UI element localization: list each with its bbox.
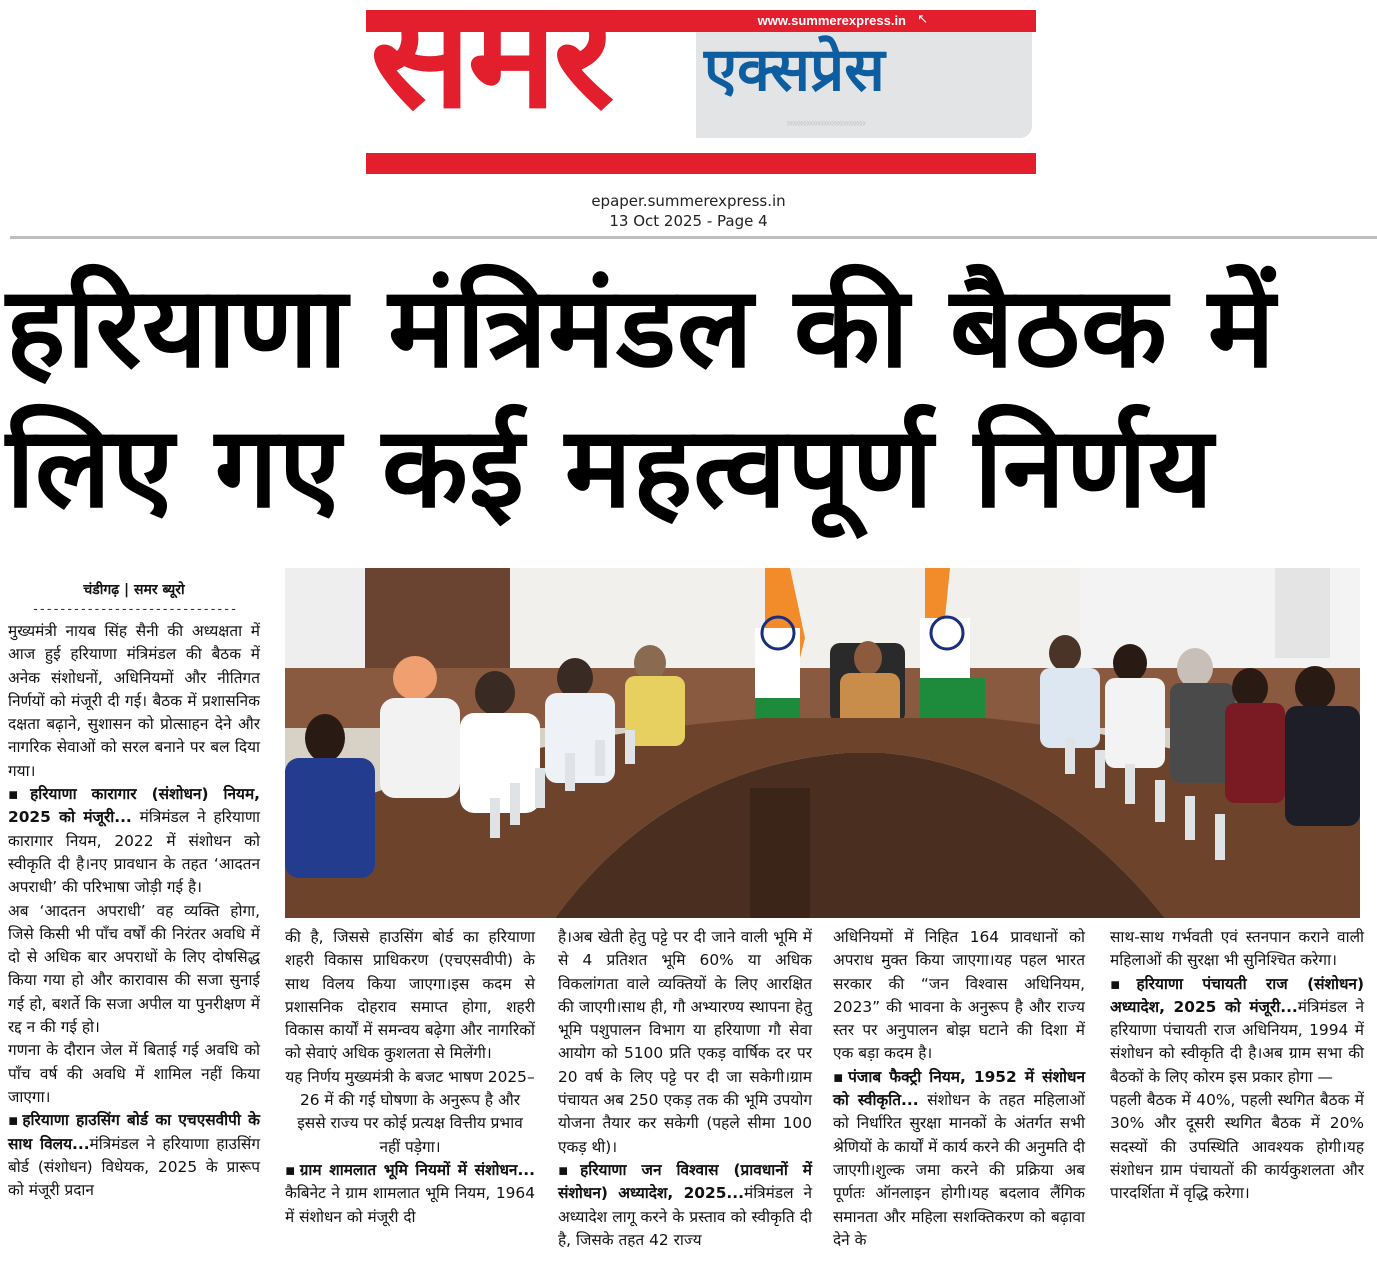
news-item-housing-board — [8, 1109, 260, 1202]
headline-line-2: लिए गए कई महत्वपूर्ण निर्णय — [6, 403, 1214, 533]
news-item-body: कैबिनेट ने ग्राम शामलात भूमि नियम, 1964 में संशोधन को मंजूरी दी — [285, 1184, 535, 1226]
epaper-site: epaper.summerexpress.in — [591, 192, 786, 210]
news-item-heading: ▪ हरियाणा कारागार (संशोधन) नियम, 2025 को मंजूरी... — [8, 785, 260, 826]
photo-illustration — [285, 568, 1360, 918]
header-divider — [10, 236, 1377, 239]
news-item-shamlat-land — [285, 1159, 535, 1229]
news-item-panchayati-raj — [1110, 973, 1364, 1089]
masthead-logo — [366, 0, 1036, 174]
website-url[interactable]: www.summerexpress.in — [757, 13, 906, 28]
news-item-body: संशोधन के तहत महिलाओं को निर्धारित सुरक्षा मानकों के अंतर्गत सभी श्रेणियों के कार्यों में कार्य करने की अनुमति दी जाएगी।शुल्क जमा करने की प्रक्रिया अब पूर्णतः ऑनलाइन होगी।यह बदलाव लैंगिक समानता और महिला सशक्तिकरण को बढ़ावा देने के — [833, 1091, 1085, 1249]
edition-date-page: 13 Oct 2025 - Page 4 — [609, 212, 768, 230]
news-item-heading: ▪ हरियाणा पंचायती राज (संशोधन) अध्यादेश, 2025 को मंजूरी... — [1110, 975, 1364, 1016]
news-item-jan-vishwas — [558, 1159, 812, 1252]
photo-cm-head — [854, 641, 882, 675]
article-paragraph: साथ-साथ गर्भवती एवं स्तनपान कराने वाली महिलाओं की सुरक्षा भी सुनिश्चित करेगा। — [1110, 928, 1364, 970]
logo-samar: समर — [370, 0, 611, 142]
news-item-body: मंत्रिमंडल ने हरियाणा हाउसिंग बोर्ड (संशोधन) विधेयक, 2025 के प्रारूप को मंजूरी प्रदान — [8, 1134, 260, 1200]
chevron-pattern-icon: ›››››››››››››››››››››››››››› — [786, 116, 865, 130]
photo-window-left — [285, 568, 365, 668]
article-column-3 — [558, 926, 812, 1252]
news-item-factory-rules — [833, 1066, 1085, 1252]
news-item-body: मंत्रिमंडल ने हरियाणा पंचायती राज अधिनियम, 1994 में संशोधन को स्वीकृति दी है।अब ग्राम सभा की बैठकों के लिए कोरम इस प्रकार होगा — — [1110, 997, 1364, 1086]
logo-express: एक्सप्रेस — [704, 35, 885, 105]
headline — [6, 258, 1376, 538]
headline-line-1: हरियाणा मंत्रिमंडल की बैठक में — [6, 263, 1276, 393]
photo-stool — [750, 788, 810, 918]
article-intro: मुख्यमंत्री नायब सिंह सैनी की अध्यक्षता में आज हुई हरियाणा मंत्रिमंडल की बैठक में अनेक संशोधनों, अधिनियमों और नीतिगत निर्णयों को मंजूरी दी गई। बैठक में प्रशासनिक दक्षता बढ़ाने, सुशासन को प्रोत्साहन देने और नागरिक सेवाओं को सरल बनाने पर बल दिया गया। — [8, 622, 260, 780]
article-paragraph: अधिनियमों में निहित 164 प्रावधानों को अपराध मुक्त किया जाएगा।यह पहल भारत सरकार की “जन विश्वास अधिनियम, 2023” की भावना के अनुरूप है और राज्य स्तर पर अनुपालन बोझ घटाने की दिशा में एक बड़ा कदम है। — [833, 928, 1085, 1063]
article-column-1 — [8, 580, 260, 1202]
logo-bottom-bar — [366, 153, 1036, 174]
news-item-heading: ▪ पंजाब फैक्ट्री नियम, 1952 में संशोधन को स्वीकृति... — [833, 1068, 1085, 1109]
article-column-2 — [285, 926, 535, 1229]
article-paragraph: पहली बैठक में 40%, पहली स्थगित बैठक में 30% और दूसरी स्थगित बैठक में 20% सदस्यों की उपस्थिति आवश्यक होगी।यह संशोधन ग्राम पंचायतों की कार्यकुशलता और पारदर्शिता में वृद्धि करेगा। — [1110, 1091, 1364, 1203]
article-paragraph: यह निर्णय मुख्यमंत्री के बजट भाषण 2025–26 में की गई घोषणा के अनुरूप है और इससे राज्य पर कोई प्रत्यक्ष वित्तीय प्रभाव नहीं पड़ेगा। — [285, 1067, 535, 1156]
news-item-heading: ▪ हरियाणा जन विश्वास (प्रावधानों में संशोधन) अध्यादेश, 2025... — [558, 1161, 812, 1202]
dateline: चंडीगढ़ | समर ब्यूरो — [83, 582, 185, 598]
article-column-5 — [1110, 926, 1364, 1206]
article-paragraph: गणना के दौरान जेल में बिताई गई अवधि को पाँच वर्ष की अवधि में शामिल नहीं किया जाएगा। — [8, 1041, 260, 1106]
article-paragraph: की है, जिससे हाउसिंग बोर्ड का हरियाणा शहरी विकास प्राधिकरण (एचएसवीपी) के साथ विलय किया जाएगा।इस कदम से प्रशासनिक दोहराव समाप्त होगा, शहरी विकास कार्यों में समन्वय बढ़ेगा और नागरिकों को सेवाएं अधिक कुशलता से मिलेंगी। — [285, 928, 535, 1063]
article-column-4 — [833, 926, 1085, 1252]
dateline-separator: ------------------------------ — [31, 602, 237, 617]
news-item-prison-rules — [8, 783, 260, 899]
news-item-body: मंत्रिमंडल ने हरियाणा कारागार नियम, 2022 में संशोधन को स्वीकृति दी है।नए प्रावधान के तहत ‘आदतन अपराधी’ की परिभाषा जोड़ी गई है। — [8, 808, 260, 897]
article-paragraph: है।अब खेती हेतु पट्टे पर दी जाने वाली भूमि में से 4 प्रतिशत भूमि 60% या अधिक विकलांगता वाले व्यक्तियों के लिए आरक्षित की जाएगी।साथ ही, गौ अभ्यारण्य स्थापना हेतु भूमि पशुपालन विभाग या हरियाणा गौ सेवा आयोग को 5100 प्रति एकड़ वार्षिक दर पर 20 वर्ष के लिए पट्टे पर दी जा सकेगी।ग्राम पंचायत अब 250 एकड़ तक की भूमि उपयोग योजना तैयार कर सकेगी (पहले सीमा 100 एकड़ थी)। — [558, 928, 812, 1156]
article-paragraph: अब ‘आदतन अपराधी’ वह व्यक्ति होगा, जिसे किसी भी पाँच वर्षों की निरंतर अवधि में दो से अधिक बार अपराधों के लिए दोषसिद्ध किया गया हो और कारावास की सजा सुनाई गई हो, बशर्ते कि सजा अपील या पुनरीक्षण में रद्द न की गई हो। — [8, 901, 260, 1037]
north-west-arrow-icon: ↖ — [917, 12, 928, 27]
news-item-heading: ▪ हरियाणा हाउसिंग बोर्ड का एचएसवीपी के साथ विलय... — [8, 1111, 260, 1152]
news-item-body: मंत्रिमंडल ने अध्यादेश लागू करने के प्रस्ताव को स्वीकृति दी है, जिसके तहत 42 राज्य — [558, 1184, 812, 1249]
news-item-heading: ▪ ग्राम शामलात भूमि नियमों में संशोधन... — [285, 1161, 535, 1179]
photo-ac-unit — [1275, 568, 1330, 658]
cabinet-meeting-photo — [285, 568, 1360, 918]
